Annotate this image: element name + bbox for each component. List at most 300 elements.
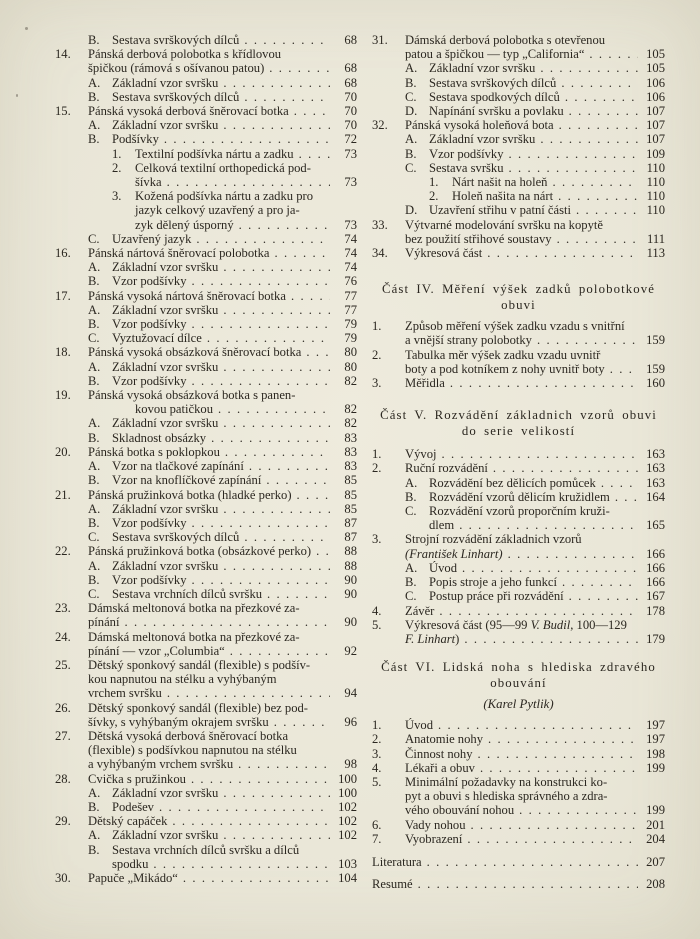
entry-label: 19.	[55, 388, 71, 403]
page-number: 159	[646, 333, 665, 348]
entry-text: Základní vzor svršku	[112, 302, 219, 317]
entry-text: Vzor podšívky	[112, 572, 187, 587]
entry-text: Sestava svršku	[429, 160, 504, 175]
page-number: 111	[647, 231, 665, 246]
dot-leader	[202, 331, 330, 345]
toc-entry-line	[372, 490, 665, 504]
entry-label: A.	[88, 359, 101, 374]
entry-text: pyt a obuvi s hlediska správného a zdra-	[405, 789, 608, 804]
toc-entry-line	[55, 871, 357, 885]
toc-entry-line	[55, 843, 357, 857]
page-number: 107	[646, 132, 665, 147]
entry-text: jazyk celkový uzavřený a pro ja-	[135, 203, 300, 218]
entry-label: B.	[88, 373, 100, 388]
toc-entry-line	[55, 544, 357, 558]
spacer	[372, 260, 665, 282]
page-number: 208	[646, 877, 665, 892]
toc-entry-line	[55, 786, 357, 800]
entry-text: Dámská meltonová botka na přezkové za-	[88, 601, 300, 616]
toc-entry-line	[55, 416, 357, 430]
section-heading-line: Část V. Rozvádění základnich vzorů obuvi	[380, 408, 657, 423]
entry-text: Textilní podšívka nártu a zadku	[135, 146, 294, 161]
dot-leader	[206, 431, 330, 445]
dot-leader	[218, 303, 330, 317]
toc-entry-line	[55, 402, 357, 416]
entry-text: Způsob měření výšek zadku vzadu s vnitřní	[405, 319, 625, 334]
entry-text: Pánská vysoká nártová šněrovací botka	[88, 288, 286, 303]
entry-label: 16.	[55, 246, 71, 261]
dot-leader	[413, 877, 638, 891]
toc-entry-line	[372, 47, 665, 61]
entry-label: A.	[88, 828, 101, 843]
entry-label: A.	[405, 132, 418, 147]
entry-text: Úvod	[405, 718, 433, 733]
entry-label: 14.	[55, 47, 71, 62]
entry-label: 4.	[372, 603, 382, 618]
entry-label: D.	[405, 104, 418, 119]
entry-text: Lékaři a obuv	[405, 760, 475, 775]
toc-entry-line	[55, 743, 357, 757]
page-number: 77	[344, 288, 357, 303]
entry-text-run: F. Linhart	[405, 631, 456, 646]
dot-leader	[457, 561, 638, 575]
entry-text: Pánská pružinková botka (obsázkové perko)	[88, 544, 312, 559]
entry-text: Vzor na tlačkové zapínání	[112, 459, 244, 474]
dot-leader	[289, 104, 330, 118]
section-heading-line: obuvi	[501, 297, 536, 312]
entry-text: Resumé	[372, 877, 413, 892]
toc-entry-line	[372, 203, 665, 217]
dot-leader	[187, 374, 330, 388]
toc-entry-line	[372, 376, 665, 390]
section-heading	[372, 408, 665, 439]
page-number: 88	[344, 558, 357, 573]
toc-entry-line	[55, 360, 357, 374]
entry-label: A.	[88, 260, 101, 275]
entry-label: 3.	[112, 189, 122, 204]
toc-entry-line	[55, 303, 357, 317]
dot-leader	[436, 447, 638, 461]
entry-text: Výkresová část	[405, 246, 483, 261]
toc-entry-line	[372, 877, 665, 891]
dot-leader	[454, 518, 638, 532]
entry-text: Sestava spodkových dílců	[429, 89, 560, 104]
entry-label: B.	[88, 842, 100, 857]
page-number: 73	[344, 217, 357, 232]
dot-leader	[167, 814, 330, 828]
entry-text-run: Výkresová část (95—99	[405, 617, 531, 632]
entry-label: 30.	[55, 870, 71, 885]
toc-entry-line	[55, 814, 357, 828]
entry-label: 2.	[112, 160, 122, 175]
toc-entry-line	[55, 587, 357, 601]
dot-leader	[535, 132, 638, 146]
page-number: 104	[338, 870, 357, 885]
dot-leader	[264, 61, 330, 75]
entry-label: A.	[405, 61, 418, 76]
toc-entry-line	[55, 289, 357, 303]
dot-leader	[154, 800, 330, 814]
toc-entry-line	[55, 800, 357, 814]
entry-text: Dětská vysoká derbová šněrovací botka	[88, 728, 289, 743]
entry-text: Holeň našita na nárt	[452, 189, 554, 204]
entry-label: 2.	[429, 189, 439, 204]
entry-label: 31.	[372, 33, 388, 47]
entry-text: Postup práce při rozvádění	[429, 589, 564, 604]
page-number: 73	[344, 175, 357, 190]
dot-leader	[475, 761, 638, 775]
toc-entry-line	[55, 630, 357, 644]
dot-leader	[596, 476, 638, 490]
entry-text: Pánská vysoká obsázková šněrovací botka	[88, 345, 302, 360]
entry-label: B.	[88, 132, 100, 147]
dot-leader	[504, 161, 638, 175]
entry-text: Sestava svrškových dílců	[112, 89, 240, 104]
page-number: 201	[646, 817, 665, 832]
spacer	[372, 390, 665, 408]
page-number: 102	[338, 828, 357, 843]
toc-entry-line	[55, 189, 357, 203]
dot-leader	[311, 544, 330, 558]
toc-entry-line	[55, 502, 357, 516]
toc-entry-line	[55, 246, 357, 260]
dot-leader	[218, 828, 330, 842]
toc-entry-line	[55, 530, 357, 544]
entry-label: 1.	[372, 718, 382, 733]
page-number: 94	[344, 686, 357, 701]
dot-leader	[187, 317, 330, 331]
dot-leader	[148, 857, 330, 871]
dot-leader	[218, 118, 330, 132]
entry-text: boty a pod kotníkem z nohy uvnitř boty	[405, 361, 605, 376]
dot-leader	[234, 218, 330, 232]
entry-text: Sestava svrškových dílců	[429, 75, 557, 90]
entry-text: Podešev	[112, 799, 154, 814]
dot-leader	[186, 772, 330, 786]
page-number: 85	[344, 501, 357, 516]
entry-text: Rozvádění vzorů dělicím kružidlem	[429, 489, 610, 504]
dot-leader	[220, 445, 330, 459]
dot-leader	[187, 274, 330, 288]
dot-leader	[552, 232, 638, 246]
toc-column-right	[372, 33, 665, 891]
section-heading-line: Část VI. Lidská noha s hlediska zdravého	[381, 660, 656, 675]
page-number: 105	[646, 61, 665, 76]
page-number: 102	[338, 799, 357, 814]
dot-leader	[433, 718, 638, 732]
page-number: 102	[338, 814, 357, 829]
dot-leader	[218, 76, 330, 90]
entry-text: kovou patičkou	[135, 402, 213, 417]
dot-leader	[225, 644, 330, 658]
page-number: 199	[646, 803, 665, 818]
page-number: 163	[646, 461, 665, 476]
entry-text: špičkou (rámová s ošívanou patou)	[88, 61, 265, 76]
toc-entry-line	[55, 47, 357, 61]
toc-entry-line	[372, 775, 665, 789]
page-number: 166	[646, 546, 665, 561]
entry-label: C.	[405, 504, 417, 519]
entry-text: Základní vzor svršku	[112, 75, 219, 90]
entry-text: Dětský sponkový sandál (flexible) s podšív-	[88, 657, 311, 672]
toc-entry-line	[55, 573, 357, 587]
toc-entry-line	[372, 561, 665, 575]
entry-label: B.	[88, 89, 100, 104]
dot-leader	[218, 786, 330, 800]
entry-label: 4.	[372, 760, 382, 775]
page-number: 160	[646, 376, 665, 391]
toc-entry-line	[372, 589, 665, 603]
toc-entry-line	[55, 445, 357, 459]
dot-leader	[473, 747, 638, 761]
toc-entry-line	[372, 189, 665, 203]
toc-entry-line	[372, 604, 665, 618]
entry-text: Minimální požadavky na konstrukci ko-	[405, 774, 608, 789]
entry-label: C.	[88, 331, 100, 346]
entry-text: Dámská meltonová botka na přezkové za-	[88, 629, 300, 644]
page-number: 90	[344, 615, 357, 630]
page-number: 166	[646, 560, 665, 575]
entry-text: Ruční rozvádění	[405, 461, 488, 476]
toc-entry-line	[55, 615, 357, 629]
page-number: 198	[646, 746, 665, 761]
page-number: 83	[344, 430, 357, 445]
entry-label: 2.	[372, 347, 382, 362]
entry-text: dlem	[429, 518, 455, 533]
dot-leader	[462, 832, 638, 846]
page-number: 87	[344, 530, 357, 545]
entry-text: patou a špičkou — typ „California“	[405, 47, 585, 62]
toc-entry-line	[55, 274, 357, 288]
page-number: 197	[646, 718, 665, 733]
dot-leader	[269, 715, 330, 729]
page-number: 87	[344, 515, 357, 530]
page-number: 82	[344, 416, 357, 431]
dot-leader	[532, 333, 638, 347]
page-number: 106	[646, 89, 665, 104]
toc-entry-line	[372, 348, 665, 362]
toc-entry-line	[55, 76, 357, 90]
page-number: 110	[646, 160, 665, 175]
page-number: 163	[646, 475, 665, 490]
entry-text: Činnost nohy	[405, 746, 473, 761]
dot-leader	[466, 818, 638, 832]
entry-text: Podšívky	[112, 132, 159, 147]
page-number: 80	[344, 345, 357, 360]
entry-label: 1.	[429, 175, 439, 190]
toc-entry-line	[55, 104, 357, 118]
section-heading-line: obouvání	[490, 675, 547, 690]
entry-label: B.	[88, 572, 100, 587]
entry-label: 20.	[55, 444, 71, 459]
entry-text: Vzor na knoflíčkové zapínání	[112, 473, 262, 488]
entry-text: Pánská botka s poklopkou	[88, 444, 220, 459]
entry-text: Základní vzor svršku	[112, 260, 219, 275]
toc-entry-line	[372, 461, 665, 475]
entry-text: Uzavřený jazyk	[112, 231, 192, 246]
entry-label: C.	[405, 160, 417, 175]
entry-label: B.	[405, 575, 417, 590]
entry-label: B.	[405, 146, 417, 161]
toc-entry-line	[372, 855, 665, 869]
toc-entry-line	[372, 333, 665, 347]
dot-leader	[584, 47, 638, 61]
entry-text: Vyztužovací dílce	[112, 331, 202, 346]
toc-entry-line	[372, 362, 665, 376]
dot-leader	[218, 360, 330, 374]
entry-label: B.	[88, 473, 100, 488]
entry-text: Základní vzor svršku	[112, 558, 219, 573]
entry-text: Vývoj	[405, 447, 437, 462]
toc-entry-line	[372, 232, 665, 246]
dot-leader	[610, 490, 638, 504]
page-number: 179	[646, 631, 665, 646]
toc-entry-line	[55, 374, 357, 388]
dot-leader	[187, 516, 330, 530]
entry-text: Vzor podšívky	[429, 146, 504, 161]
author-line: (Karel Pytlik)	[483, 697, 554, 712]
dot-leader	[159, 132, 330, 146]
entry-text: Základní vzor svršku	[112, 416, 219, 431]
entry-text: Pánská nártová šněrovací polobotka	[88, 246, 270, 261]
dot-leader	[187, 573, 330, 587]
entry-text: (flexible) s podšívkou napnutou na stélku	[88, 743, 297, 758]
dot-leader	[162, 175, 330, 189]
entry-label: 3.	[372, 532, 382, 547]
entry-text-run: V. Budil	[530, 617, 571, 632]
page-number: 107	[646, 118, 665, 133]
entry-text: kou napnutou na stélku a vyhýbaným	[88, 672, 277, 687]
entry-text: Vady nohou	[405, 817, 466, 832]
entry-text: Literatura	[372, 854, 422, 869]
entry-label: B.	[88, 515, 100, 530]
entry-text: Anatomie nohy	[405, 732, 483, 747]
dot-leader	[239, 33, 330, 47]
entry-label: 18.	[55, 345, 71, 360]
toc-entry-line	[372, 161, 665, 175]
dot-leader	[554, 118, 638, 132]
toc-entry-line	[55, 203, 357, 217]
page-number: 178	[646, 603, 665, 618]
entry-label: B.	[88, 274, 100, 289]
entry-label: A.	[88, 785, 101, 800]
entry-label: C.	[405, 89, 417, 104]
toc-entry-line	[372, 504, 665, 518]
toc-entry-line	[372, 761, 665, 775]
entry-text: Vzor podšívky	[112, 317, 187, 332]
entry-text: Uzavření střihu v patní části	[429, 203, 571, 218]
entry-text: Rozvádění vzorů proporčním kruži-	[429, 504, 610, 519]
toc-entry-line	[55, 260, 357, 274]
toc-entry-line	[55, 132, 357, 146]
toc-entry-line	[55, 232, 357, 246]
dot-leader	[218, 502, 330, 516]
spacer	[372, 846, 665, 855]
section-heading	[372, 660, 665, 691]
entry-text: Vzor podšívky	[112, 515, 187, 530]
entry-text	[405, 547, 503, 561]
page-number: 199	[646, 760, 665, 775]
page-number: 85	[344, 473, 357, 488]
entry-label: C.	[405, 589, 417, 604]
scan-speck	[16, 94, 18, 97]
entry-text: Sestava svrškových dílců	[112, 33, 240, 47]
entry-label: 29.	[55, 814, 71, 829]
entry-text: Strojní rozvádění základnich vzorů	[405, 532, 582, 547]
entry-text: zyk dělený úsporný	[135, 217, 234, 232]
entry-text: šívky, s vyhýbaným okrajem svršku	[88, 714, 269, 729]
page-number: 68	[344, 33, 357, 47]
toc-entry-line	[55, 147, 357, 161]
page-number: 79	[344, 331, 357, 346]
dot-leader	[244, 459, 330, 473]
page-number: 73	[344, 146, 357, 161]
entry-text: Sestava vrchních dílců svršku a dílců	[112, 842, 300, 857]
toc-entry-line	[55, 61, 357, 75]
entry-label: C.	[88, 586, 100, 601]
toc-entry-line	[372, 246, 665, 260]
entry-label: A.	[88, 416, 101, 431]
entry-text: pínání — vzor „Columbia“	[88, 643, 225, 658]
toc-entry-line	[372, 547, 665, 561]
page-number: 110	[646, 189, 665, 204]
entry-text: Úvod	[429, 560, 457, 575]
entry-text: pínání	[88, 615, 120, 630]
toc-entry-line	[372, 33, 665, 47]
entry-label: 5.	[372, 774, 382, 789]
dot-leader	[553, 189, 638, 203]
toc-entry-line	[372, 618, 665, 632]
entry-text: Vzor podšívky	[112, 274, 187, 289]
entry-label: A.	[88, 558, 101, 573]
page-number: 92	[344, 643, 357, 658]
dot-leader	[434, 604, 638, 618]
page-number: 88	[344, 544, 357, 559]
toc-entry-line	[55, 729, 357, 743]
entry-text: vrchem svršku	[88, 686, 162, 701]
entry-text: Pánská vysoká obsázková botka s panen-	[88, 388, 296, 403]
entry-text: šívka	[135, 175, 162, 190]
section-heading-line: do serie velikostí	[461, 423, 576, 438]
toc-entry-line	[55, 317, 357, 331]
dot-leader	[218, 416, 330, 430]
dot-leader	[233, 757, 330, 771]
entry-label: 33.	[372, 217, 388, 232]
dot-leader	[564, 104, 638, 118]
entry-label: A.	[88, 302, 101, 317]
entry-label: 6.	[372, 817, 382, 832]
page-number: 83	[344, 459, 357, 474]
entry-label: B.	[405, 489, 417, 504]
entry-text: Základní vzor svršku	[112, 359, 219, 374]
page-number: 98	[344, 757, 357, 772]
dot-leader	[504, 147, 638, 161]
page-number: 70	[344, 118, 357, 133]
dot-leader	[557, 575, 638, 589]
spacer	[372, 646, 665, 660]
dot-leader	[445, 376, 638, 390]
page-number: 204	[646, 831, 665, 846]
entry-text: Dámská derbová polobotka s otevřenou	[405, 33, 606, 47]
spacer	[372, 869, 665, 877]
toc-entry-line	[372, 90, 665, 104]
page-number: 74	[344, 231, 357, 246]
toc-entry-line	[55, 175, 357, 189]
toc-entry-line	[372, 718, 665, 732]
entry-text: Závěr	[405, 603, 435, 618]
entry-label: 28.	[55, 771, 71, 786]
entry-label: C.	[88, 530, 100, 545]
